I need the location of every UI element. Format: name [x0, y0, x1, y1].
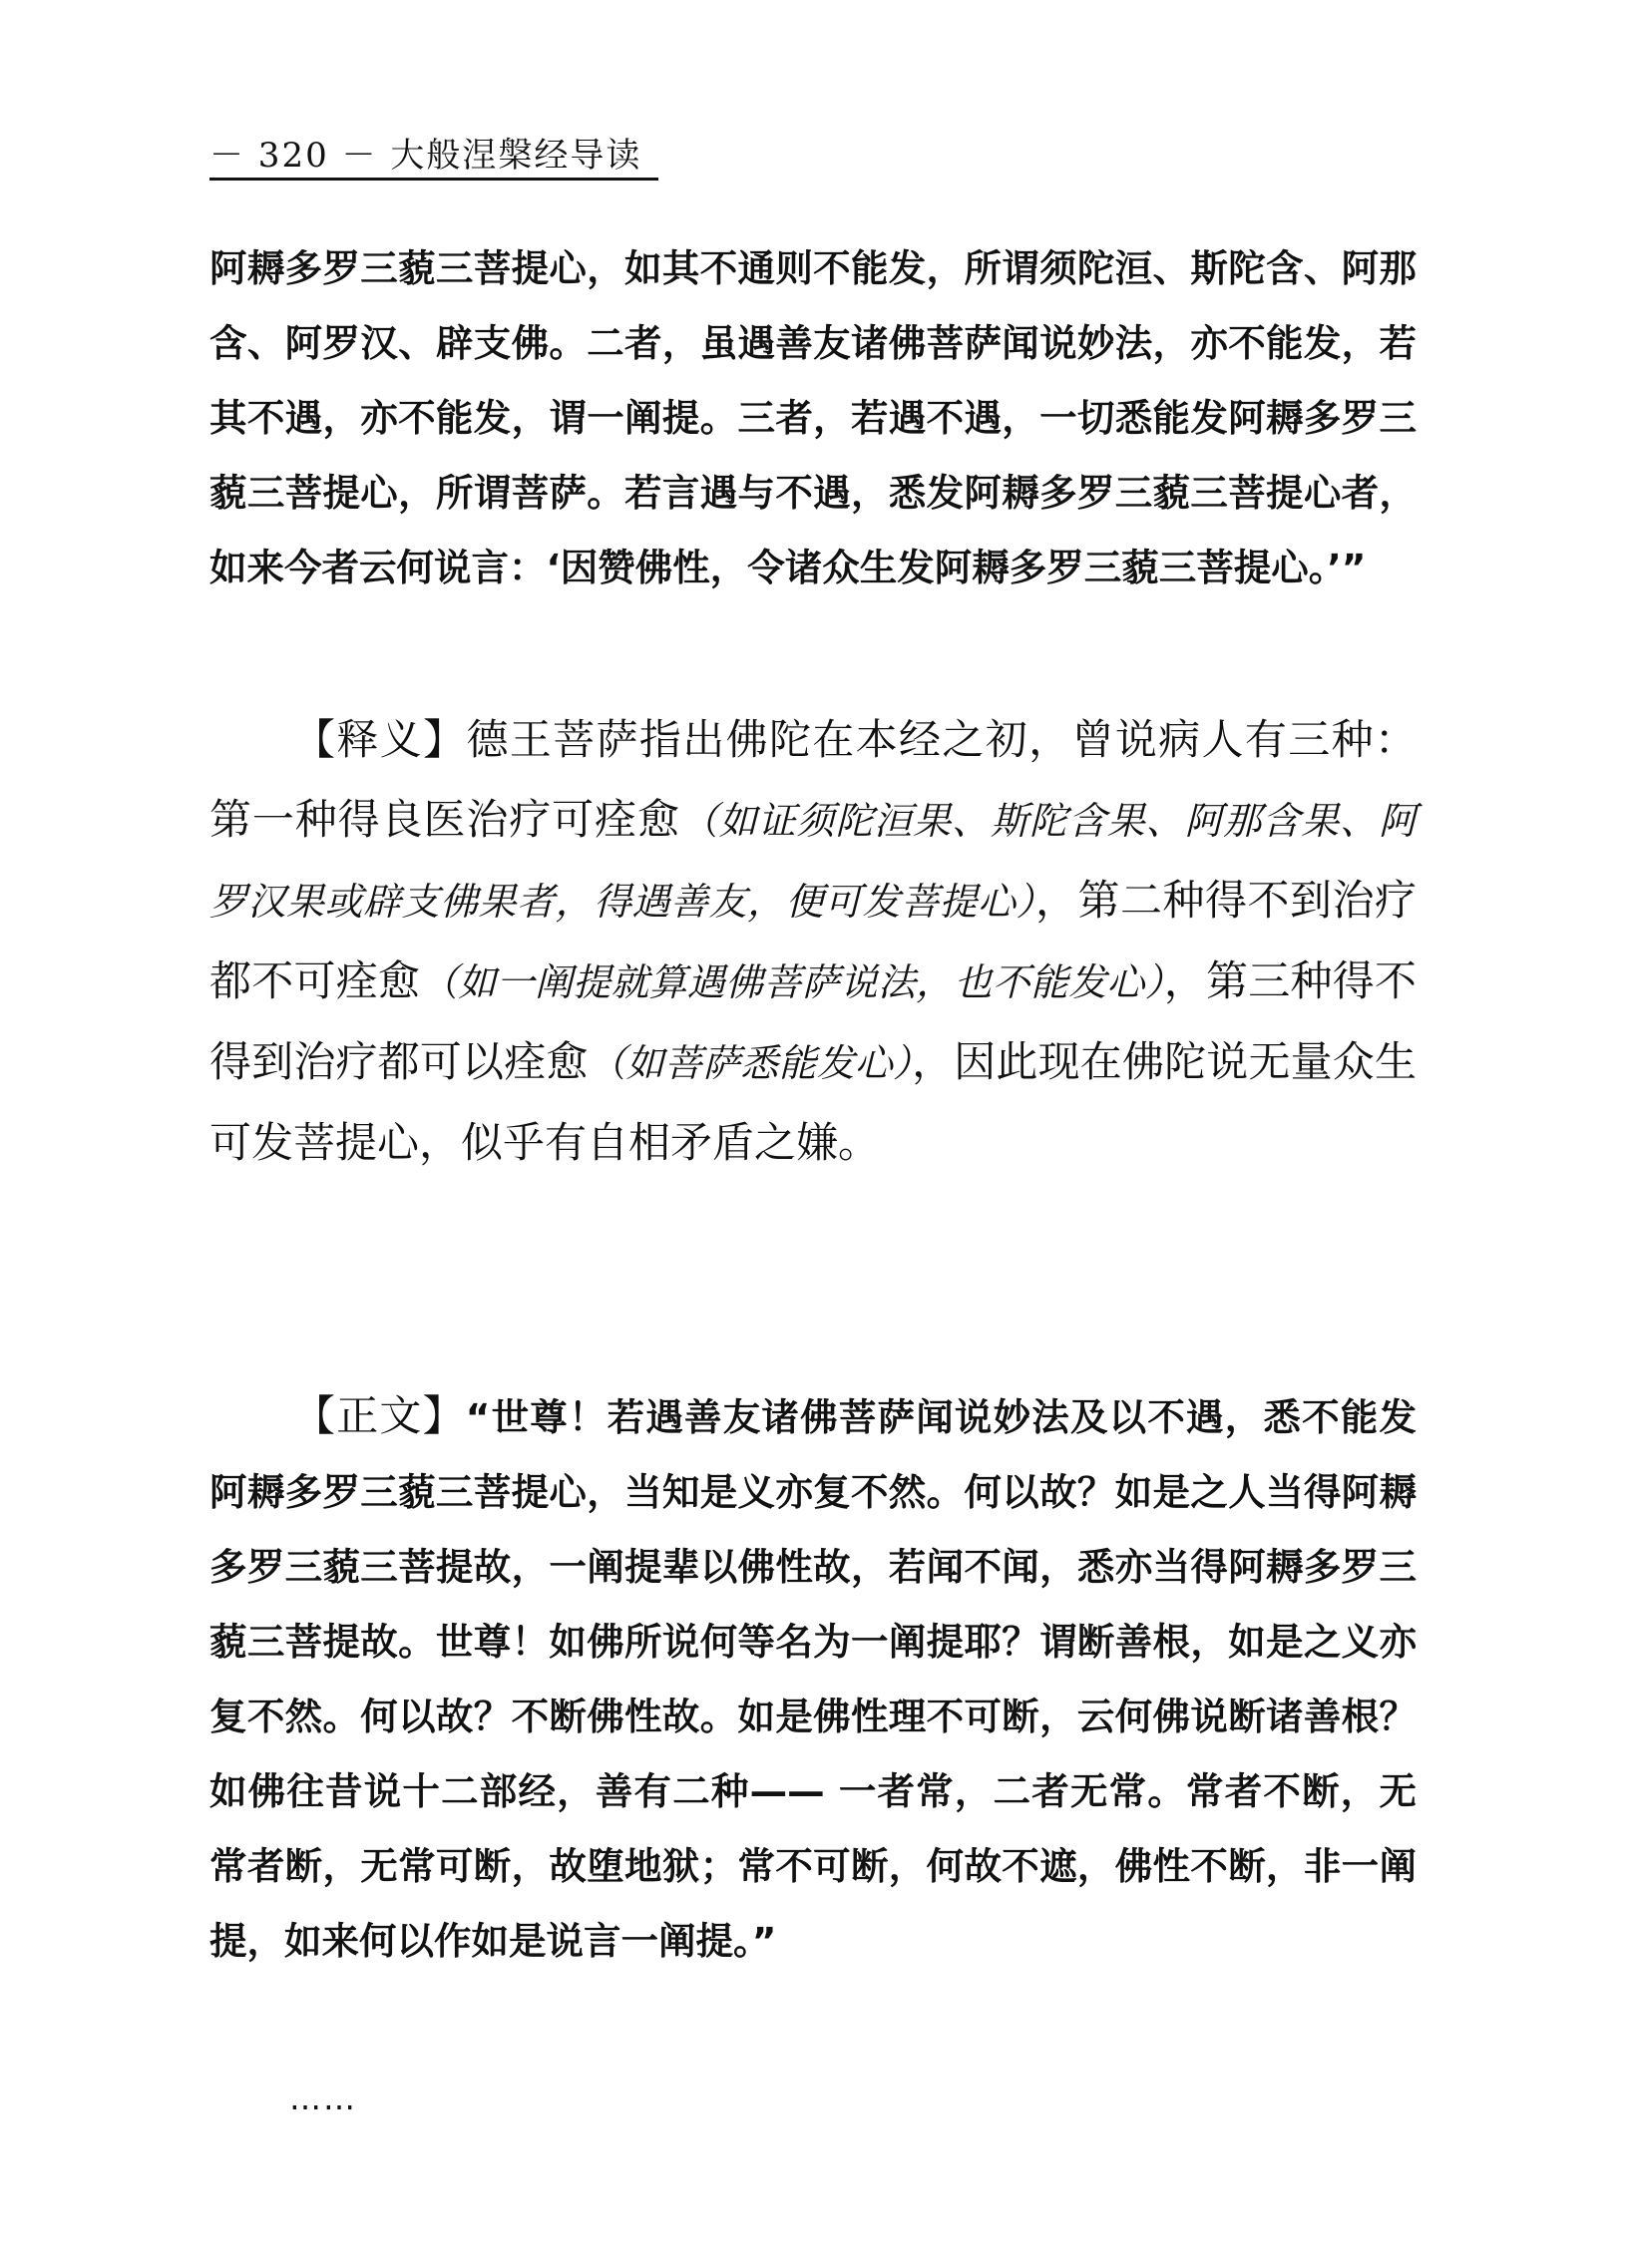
- paragraph-main-text: [209, 1378, 1417, 1979]
- page-number-and-book-title: － 320 － 大般涅槃经导读: [209, 136, 642, 176]
- paragraph-explanation: [209, 700, 1417, 1183]
- explanation-note-3: （如菩萨悉能发心）: [588, 1041, 913, 1085]
- explanation-tag: 【释义】: [293, 715, 467, 764]
- explanation-text-1: 德王菩萨指出佛陀在本经之初，曾说病人有三种：第一种得良医治疗可痊愈: [209, 715, 1417, 844]
- paragraph-continued-sutra: 阿耨多罗三藐三菩提心，如其不通则不能发，所谓须陀洹、斯陀含、阿那含、阿罗汉、辟支佛。二者，虽遇善友诸佛菩萨闻说妙法，亦不能发，若其不遇，亦不能发，谓一阐提。三者，若遇不遇，一切悉能发阿耨多罗三藐三菩提心，所谓菩萨。若言遇与不遇，悉发阿耨多罗三藐三菩提心者，如来今者云何说言：‘因赞佛性，令诸众生发阿耨多罗三藐三菩提心。’”: [209, 246, 1417, 589]
- header-underline: [209, 178, 658, 181]
- main-text-body: “世尊！若遇善友诸佛菩萨闻说妙法及以不遇，悉不能发阿耨多罗三藐三菩提心，当知是义亦复不然。何以故？如是之人当得阿耨多罗三藐三菩提故，一阐提辈以佛性故，若闻不闻，悉亦当得阿耨多罗三藐三菩提故。世尊！如佛所说何等名为一阐提耶？谓断善根，如是之义亦复不然。何以故？不断佛性故。如是佛性理不可断，云何佛说断诸善根？如佛往昔说十二部经，善有二种—— 一者常，二者无常。常者不断，无常者断，无常可断，故堕地狱；常不可断，何故不遮，佛性不断，非一阐提，如来何以作如是说言一阐提。”: [209, 1395, 1417, 1963]
- explanation-text-2: ，第二种得不到治疗都不可痊愈: [209, 876, 1417, 1005]
- main-text-tag: 【正文】: [293, 1391, 466, 1440]
- explanation-text-3: ，第三种得不得到治疗都可以痊愈: [209, 956, 1417, 1086]
- explanation-text-4: ，因此现在佛陀说无量众生可发菩提心，似乎有自相矛盾之嫌。: [209, 1037, 1417, 1167]
- running-header: [209, 128, 658, 180]
- explanation-note-2: （如一阐提就算遇佛菩萨说法，也不能发心）: [420, 960, 1164, 1004]
- ellipsis: ……: [289, 2079, 357, 2117]
- explanation-note-1: （如证须陀洹果、斯陀含果、阿那含果、阿罗汉果或辟支佛果者，得遇善友，便可发菩提心）: [209, 799, 1417, 924]
